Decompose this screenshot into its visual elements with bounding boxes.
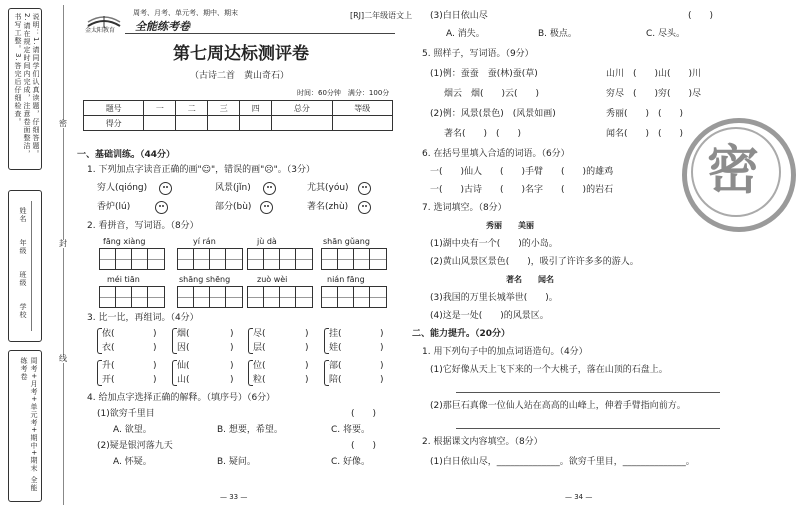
answer-paren[interactable]: ( ): [351, 409, 377, 419]
pinyin-label: nián fāng: [327, 275, 365, 284]
header-series: 周考、月考、单元考、期中、期末: [133, 9, 238, 17]
q7-sub: (2)黄山风景区景色( )，吸引了许许多多的游人。: [430, 257, 639, 267]
info-line: [31, 201, 32, 331]
answer-paren[interactable]: ( ): [688, 11, 714, 21]
name-label: 姓名: [19, 207, 27, 223]
time-info: 时间：60分钟 满分：100分: [297, 89, 390, 97]
page-title: 第七周达标测评卷: [173, 44, 309, 64]
compare-char: 挂(: [329, 329, 342, 339]
close-paren: ): [153, 329, 157, 339]
score-cell[interactable]: [176, 116, 208, 131]
q4-sub-2: (2)疑是银河落九天: [97, 441, 173, 451]
close-paren: ): [305, 375, 309, 385]
writing-grid[interactable]: [177, 286, 243, 308]
writing-grid[interactable]: [321, 248, 387, 270]
close-paren: ): [305, 361, 309, 371]
writing-grid[interactable]: [99, 286, 165, 308]
close-paren: ): [380, 343, 384, 353]
score-cell[interactable]: [332, 116, 392, 131]
close-paren: ): [230, 343, 234, 353]
pinyin-label: zuò wèi: [257, 275, 288, 284]
q4-option: A. 消失。: [446, 29, 485, 39]
word-bank-2: 著名 闻名: [506, 275, 554, 284]
q4-option: C. 好像。: [331, 457, 371, 467]
seal-label-xian: 线: [59, 354, 67, 363]
smiley-face-icon[interactable]: [260, 201, 273, 214]
close-paren: ): [305, 343, 309, 353]
score-header-cell: 三: [208, 101, 240, 116]
q4-option: C. 尽头。: [646, 29, 686, 39]
school-label: 学校: [19, 303, 27, 319]
brand-strip-box: [8, 350, 42, 502]
compare-char: 依(: [102, 329, 115, 339]
answer-line[interactable]: [456, 392, 720, 393]
compare-char: 衣(: [102, 343, 115, 353]
compare-char: 层(: [253, 343, 266, 353]
brand-strip-text: 周考+月考+单元考+期中+期末 全能练考卷: [20, 357, 38, 492]
q6-item: 一( )古诗 ( )名字 ( )的岩石: [430, 185, 614, 195]
q4-option: B. 极点。: [538, 29, 577, 39]
pinyin-label: fāng xiàng: [103, 237, 146, 246]
question-9: 2. 根据课文内容填空。（8分）: [422, 437, 543, 447]
score-table: [83, 100, 393, 131]
score-header-cell: 二: [176, 101, 208, 116]
q4-option: B. 疑问。: [217, 457, 256, 467]
seal-label-feng: 封: [59, 239, 67, 248]
close-paren: ): [380, 329, 384, 339]
page-left: [75, 0, 400, 513]
compare-char: 陪(: [329, 375, 342, 385]
compare-char: 升(: [102, 361, 115, 371]
q1-item: 尤其(yóu): [307, 183, 349, 193]
q5-item: 著名( ) ( ): [444, 129, 522, 139]
q1-item: 著名(zhù): [307, 202, 349, 212]
notes-text: 说明：1.请同学们认真读题，仔细答题。2.请在规定时间内完成，注意卷面整洁，书写工整。3.答完后仔细检查。: [14, 13, 40, 158]
q4-option: A. 怀疑。: [113, 457, 152, 467]
writing-grid[interactable]: [247, 248, 313, 270]
close-paren: ): [153, 361, 157, 371]
close-paren: ): [380, 375, 384, 385]
compare-char: 山(: [177, 375, 190, 385]
header-series-name: 全能练考卷: [135, 20, 190, 33]
score-header-cell: 四: [240, 101, 272, 116]
page-number: — 34 —: [565, 493, 593, 501]
score-header-cell: 题号: [84, 101, 144, 116]
question-1: 1. 下列加点字读音正确的画"☺"，错误的画"☹"。（3分）: [87, 165, 315, 175]
smiley-face-icon[interactable]: [155, 201, 168, 214]
close-paren: ): [230, 375, 234, 385]
q4-sub-1: (1)欲穷千里目: [97, 409, 155, 419]
q5-item: 穷尽 ( )穷( )尽: [606, 89, 702, 99]
writing-grid[interactable]: [99, 248, 165, 270]
header-rule: [125, 33, 395, 34]
close-paren: ): [230, 329, 234, 339]
close-paren: ): [153, 343, 157, 353]
score-cell[interactable]: [240, 116, 272, 131]
score-header-cell: 一: [144, 101, 176, 116]
close-paren: ): [305, 329, 309, 339]
compare-char: 仙(: [177, 361, 190, 371]
q4-option: A. 欲望。: [113, 425, 152, 435]
q8-sub-2: (2)那巨石真像一位仙人站在高高的山峰上，伸着手臂指向前方。: [430, 401, 686, 411]
section-2-heading: 二、能力提升。（20分）: [412, 329, 511, 339]
close-paren: ): [380, 361, 384, 371]
q1-item: 部分(bù): [215, 202, 252, 212]
q4-sub-3: (3)白日依山尽: [430, 11, 488, 21]
pinyin-label: méi tiān: [107, 275, 140, 284]
pinyin-label: jù dà: [257, 237, 277, 246]
compare-char: 娃(: [329, 343, 342, 353]
grade-label: 年级: [19, 239, 27, 255]
close-paren: ): [153, 375, 157, 385]
q1-item: 香炉(lú): [97, 202, 131, 212]
score-cell[interactable]: [272, 116, 332, 131]
q7-sub: (4)这是一处( )的风景区。: [430, 311, 549, 321]
q5-example-2: (2)例：风景(景色) (风景如画): [430, 109, 556, 119]
stamp-text: 密: [707, 141, 760, 201]
compare-char: 部(: [329, 361, 342, 371]
q6-item: 一( )仙人 ( )手臂 ( )的雄鸡: [430, 167, 614, 177]
question-7: 7. 选词填空。（8分）: [422, 203, 507, 213]
q4-option: B. 想要，希望。: [217, 425, 283, 435]
answer-line[interactable]: [456, 428, 720, 429]
question-5: 5. 照样子，写词语。（9分）: [422, 49, 534, 59]
close-paren: ): [230, 361, 234, 371]
q1-item: 穷人(qióng): [97, 183, 148, 193]
score-header-cell: 等级: [332, 101, 392, 116]
page-subtitle: （古诗二首 黄山奇石）: [190, 71, 290, 81]
pinyin-label: shān gǔang: [323, 237, 370, 246]
score-cell[interactable]: [144, 116, 176, 131]
q5-item: 闻名( ) ( ): [606, 129, 684, 139]
smiley-face-icon[interactable]: [159, 182, 172, 195]
notes-box: [8, 8, 42, 170]
q8-sub-1: (1)它好像从天上飞下来的一个大桃子，落在山顶的石盘上。: [430, 365, 668, 375]
q5-item: 烟云 烟( )云( ): [444, 89, 540, 99]
smiley-face-icon[interactable]: [358, 182, 371, 195]
q5-item: 山川 ( )山( )川: [606, 69, 702, 79]
question-3: 3. 比一比，再组词。（4分）: [87, 313, 199, 323]
q7-sub: (3)我国的万里长城举世( )。: [430, 293, 558, 303]
compare-char: 位(: [253, 361, 266, 371]
smiley-face-icon[interactable]: [263, 182, 276, 195]
compare-char: 烟(: [177, 329, 190, 339]
compare-char: 开(: [102, 375, 115, 385]
q1-item: 风景(jǐn): [215, 183, 251, 193]
header-edition: [RJ]二年级语文上: [350, 11, 413, 20]
binding-line: [63, 5, 64, 505]
seal-label-mi: 密: [59, 119, 67, 128]
score-row-label: 得分: [84, 116, 144, 131]
confidential-stamp: [682, 118, 796, 232]
answer-paren[interactable]: ( ): [351, 441, 377, 451]
q4-option: C. 将要。: [331, 425, 371, 435]
writing-grid[interactable]: [177, 248, 243, 270]
page-number: — 33 —: [220, 493, 248, 501]
brand-logo: [85, 8, 123, 34]
brand-small: 金太阳教育: [85, 27, 116, 34]
left-margin-strip: [0, 0, 75, 513]
question-2: 2. 看拼音，写词语。（8分）: [87, 221, 199, 231]
writing-grid[interactable]: [247, 286, 313, 308]
q5-example-1: (1)例：蚕蚕 蚕(林)蚕(草): [430, 69, 538, 79]
compare-char: 粒(: [253, 375, 266, 385]
class-label: 班级: [19, 271, 27, 287]
q5-item: 秀丽( ) ( ): [606, 109, 684, 119]
question-4: 4. 给加点字选择正确的解释。（填序号）（6分）: [87, 393, 276, 403]
compare-char: 尽(: [253, 329, 266, 339]
question-6: 6. 在括号里填入合适的词语。（6分）: [422, 149, 570, 159]
writing-grid[interactable]: [321, 286, 387, 308]
question-8: 1. 用下列句子中的加点词语造句。（4分）: [422, 347, 588, 357]
score-header-cell: 总分: [272, 101, 332, 116]
score-cell[interactable]: [208, 116, 240, 131]
word-bank-1: 秀丽 美丽: [486, 221, 534, 230]
pinyin-label: shāng shēng: [179, 275, 231, 284]
smiley-face-icon[interactable]: [358, 201, 371, 214]
q7-sub: (1)湖中央有一个( )的小岛。: [430, 239, 558, 249]
compare-char: 因(: [177, 343, 190, 353]
q9-sub-1: (1)白日依山尽，______________。欲穷千里目，______________。: [430, 457, 695, 467]
pinyin-label: yí rán: [193, 237, 216, 246]
student-info-box: [8, 190, 42, 342]
section-1-heading: 一、基础训练。（44分）: [77, 150, 176, 160]
